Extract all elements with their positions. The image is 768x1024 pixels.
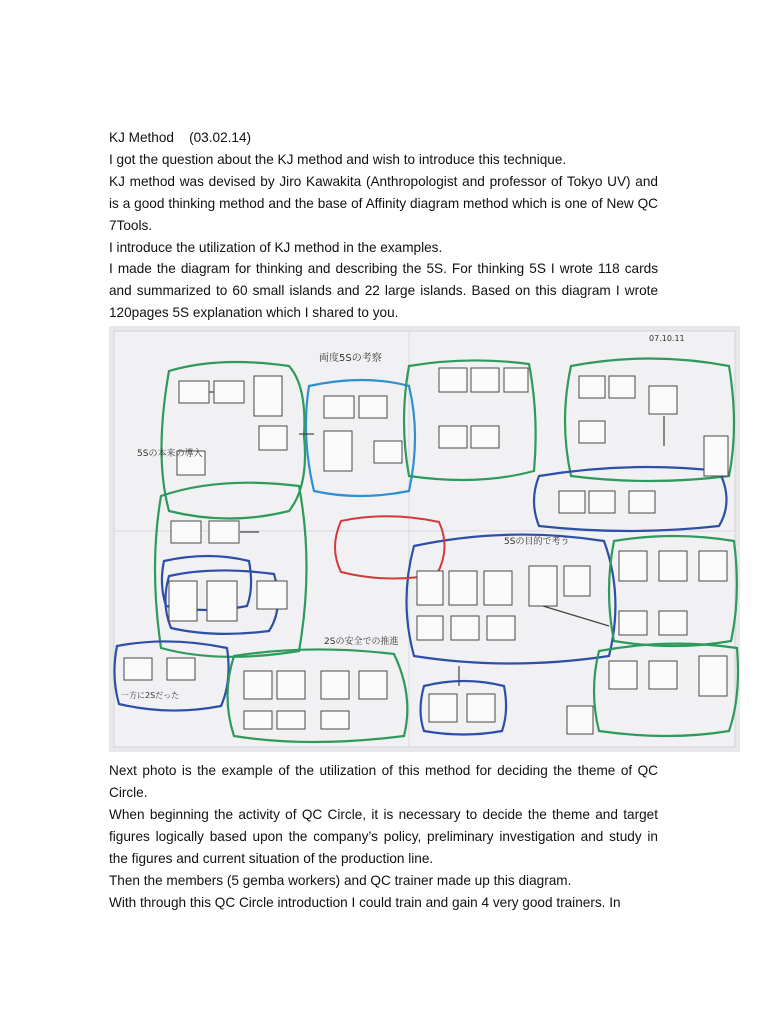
- photo-note-label: 5Sの目的で考う: [504, 537, 570, 548]
- photo-title-label: 両度5Sの考察: [319, 353, 382, 365]
- photo-left-note-label: 5Sの本来の導入: [137, 449, 203, 460]
- body-paragraph-4: With through this QC Circle introduction I could train and gain 4 very good trainers. In: [109, 894, 621, 910]
- kj-diagram-photo: [109, 326, 740, 752]
- photo-center-note-label: 2Sの安全での推進: [324, 637, 399, 648]
- intro-paragraph-1: I got the question about the KJ method and wish to introduce this technique.: [109, 151, 567, 167]
- intro-paragraph-3: I introduce the utilization of KJ method in the examples.: [109, 239, 443, 255]
- intro-paragraph-2: KJ method was devised by Jiro Kawakita (Anthropologist and professor of Tokyo UV) and is a good thinking method and the base of Affinity diagram method which is one of New QC 7Tools.: [109, 173, 658, 233]
- document-title: KJ Method (03.02.14): [109, 130, 252, 145]
- photo-bottom-left-label: 一方に2Sだった: [121, 691, 180, 701]
- intro-paragraph-4: I made the diagram for thinking and describing the 5S. For thinking 5S I wrote 118 cards and summarized to 60 small islands and 22 large islands. Based on this diagram I wrote 120pages 5S explanation which I shared to you.: [109, 261, 658, 321]
- body-paragraph-1: Next photo is the example of the utilization of this method for deciding the theme of QC Circle.: [109, 763, 658, 801]
- body-paragraph-3: Then the members (5 gemba workers) and QC trainer made up this diagram.: [109, 872, 572, 888]
- photo-date-label: 07.10.11: [649, 334, 685, 344]
- document-page: [109, 127, 685, 914]
- body-paragraph-2: When beginning the activity of QC Circle, it is necessary to decide the theme and target figures logically based upon the company’s policy, preliminary investigation and study in the figures and current situation of the production line.: [109, 806, 658, 866]
